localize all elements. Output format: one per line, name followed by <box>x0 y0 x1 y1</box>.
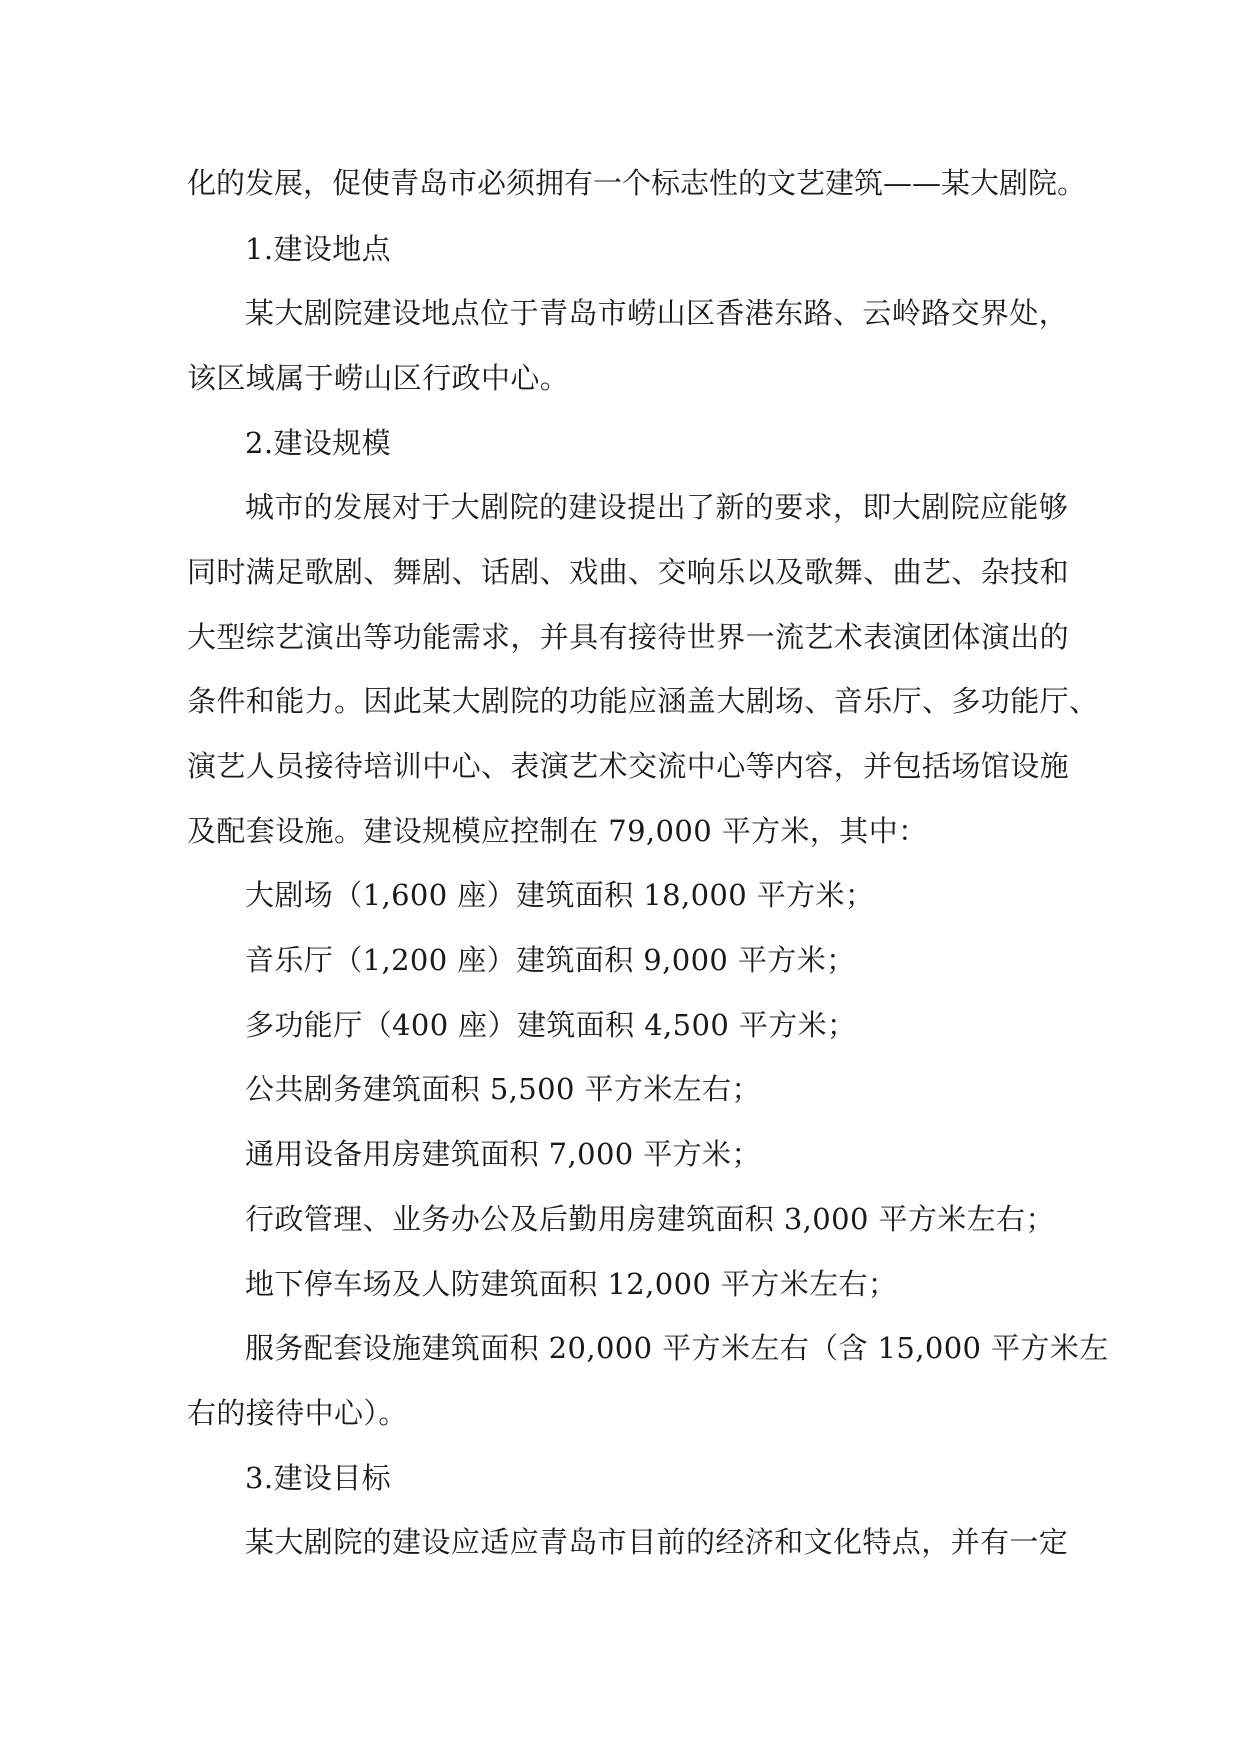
section-heading-scale: 2.建设规模 <box>245 426 392 460</box>
list-item-concert-hall: 音乐厅（1,200 座）建筑面积 9,000 平方米； <box>245 943 856 977</box>
list-item-equipment-rooms: 通用设备用房建筑面积 7,000 平方米； <box>245 1137 761 1171</box>
paragraph-scale-line: 城市的发展对于大剧院的建设提出了新的要求，即大剧院应能够 <box>245 490 1069 524</box>
paragraph-scale-line: 及配套设施。建设规模应控制在 79,000 平方米，其中： <box>187 814 928 848</box>
list-item-admin-offices: 行政管理、业务办公及后勤用房建筑面积 3,000 平方米左右； <box>245 1202 1055 1236</box>
paragraph-scale-line: 条件和能力。因此某大剧院的功能应涵盖大剧场、音乐厅、多功能厅、 <box>187 684 1099 718</box>
list-item-multi-function-hall: 多功能厅（400 座）建筑面积 4,500 平方米； <box>245 1008 857 1042</box>
list-item-public-affairs: 公共剧务建筑面积 5,500 平方米左右； <box>245 1072 761 1106</box>
paragraph-location-line: 该区域属于崂山区行政中心。 <box>187 361 570 395</box>
section-heading-location: 1.建设地点 <box>245 232 392 266</box>
paragraph-scale-line: 演艺人员接待培训中心、表演艺术交流中心等内容，并包括场馆设施 <box>187 749 1070 783</box>
paragraph-continuation: 化的发展，促使青岛市必须拥有一个标志性的文艺建筑——某大剧院。 <box>187 166 1087 200</box>
paragraph-scale-line: 同时满足歌剧、舞剧、话剧、戏曲、交响乐以及歌舞、曲艺、杂技和 <box>187 555 1070 589</box>
paragraph-goals-line: 某大剧院的建设应适应青岛市目前的经济和文化特点，并有一定 <box>245 1525 1069 1559</box>
list-item-service-facilities: 服务配套设施建筑面积 20,000 平方米左右（含 15,000 平方米左 <box>245 1331 1109 1365</box>
paragraph-scale-line: 大型综艺演出等功能需求，并具有接待世界一流艺术表演团体演出的 <box>187 620 1070 654</box>
paragraph-location-line: 某大剧院建设地点位于青岛市崂山区香港东路、云岭路交界处， <box>245 296 1069 330</box>
list-item-service-facilities-cont: 右的接待中心）。 <box>187 1396 408 1430</box>
list-item-underground-parking: 地下停车场及人防建筑面积 12,000 平方米左右； <box>245 1267 898 1301</box>
section-heading-goals: 3.建设目标 <box>245 1461 392 1495</box>
list-item-grand-theater: 大剧场（1,600 座）建筑面积 18,000 平方米； <box>245 878 875 912</box>
